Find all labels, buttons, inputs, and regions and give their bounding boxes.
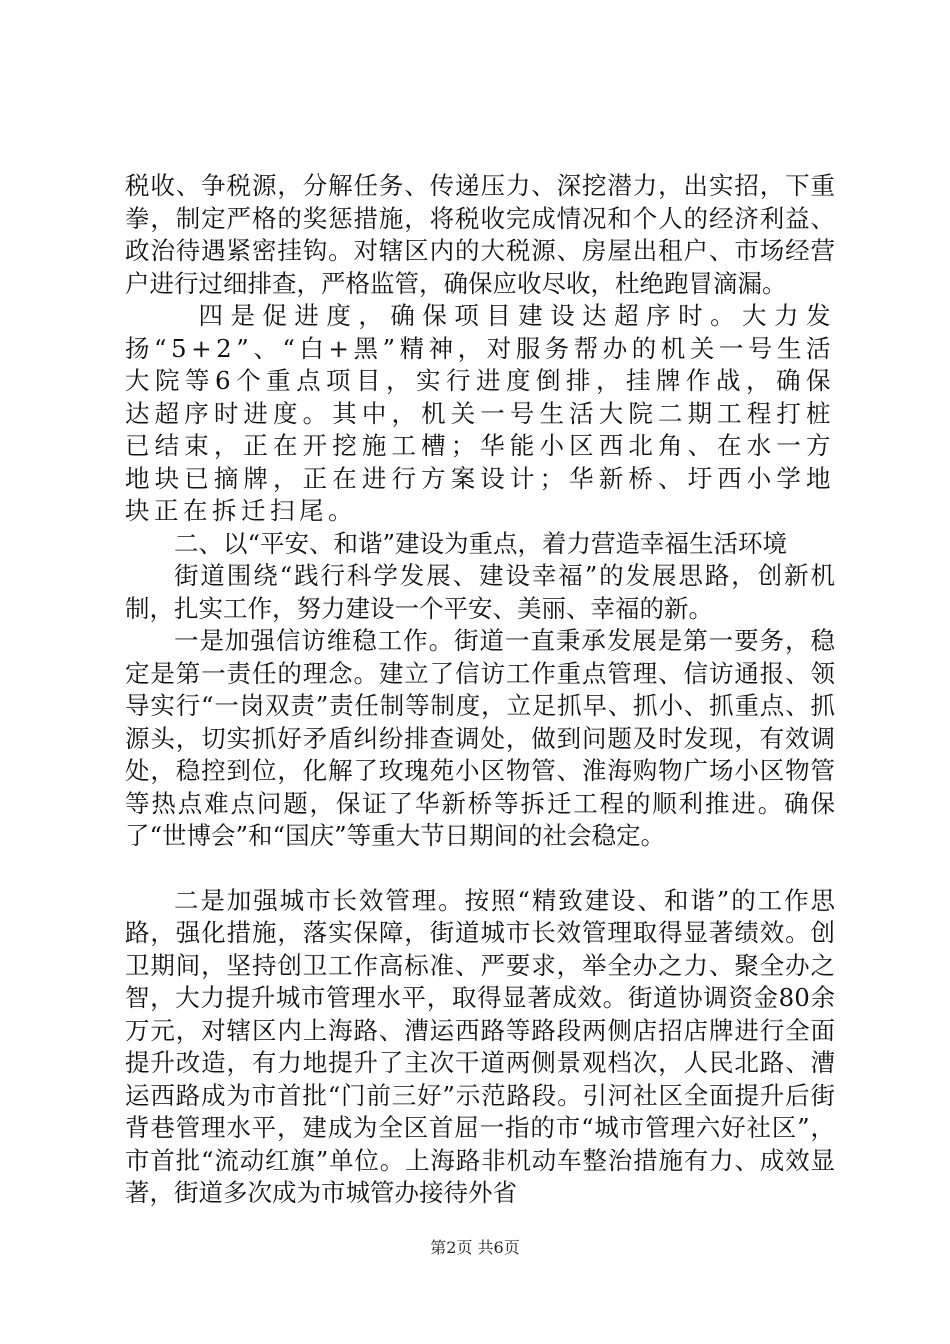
paragraph-project-progress: 四是促进度，确保项目建设达超序时。大力发扬“5+2”、“白+黑”精神，对服务帮办的机关一号生活大院等6个重点项目，实行进度倒排，挂牌作战，确保达超序时进度。其中，机关一号生活大院二期工程打桩已结束，正在开挖施工槽；华能小区西北角、在水一方地块已摘牌，正在进行方案设计；华新桥、圩西小学地块正在拆迁扫尾。 — [125, 301, 835, 525]
paragraph-development-approach: 街道围绕“践行科学发展、建设幸福”的发展思路，创新机制，扎实工作，努力建设一个平安、美丽、幸福的新。 — [125, 561, 835, 623]
document-body — [125, 170, 835, 1210]
paragraph-spacer — [125, 853, 835, 885]
page-number-footer: 第2页 共6页 — [430, 1238, 520, 1257]
section-heading-safety-harmony: 二、以“平安、和谐”建设为重点，着力营造幸福生活环境 — [174, 528, 788, 558]
paragraph-urban-management: 二是加强城市长效管理。按照“精致建设、和谐”的工作思路，强化措施，落实保障，街道城市长效管理取得显著绩效。创卫期间，坚持创卫工作高标准、严要求，举全办之力、聚全办之智，大力提升城市管理水平，取得显著成效。街道协调资金80余万元，对辖区内上海路、漕运西路等路段两侧店招店牌进行全面提升改造，有力地提升了主次干道两侧景观档次，人民北路、漕运西路成为市首批“门前三好”示范路段。引河社区全面提升后街背巷管理水平，建成为全区首屈一指的市“城市管理六好社区”，市首批“流动红旗”单位。上海路非机动车整治措施有力、成效显著，街道多次成为市城管办接待外省 — [125, 885, 835, 1207]
paragraph-petition-stability: 一是加强信访维稳工作。街道一直秉承发展是第一要务，稳定是第一责任的理念。建立了信访工作重点管理、信访通报、领导实行“一岗双责”责任制等制度，立足抓早、抓小、抓重点、抓源头，切实抓好矛盾纠纷排查调处，做到问题及时发现，有效调处，稳控到位，化解了玫瑰苑小区物管、淮海购物广场小区物管等热点难点问题，保证了华新桥等拆迁工程的顺利推进。确保了“世博会”和“国庆”等重大节日期间的社会稳定。 — [125, 626, 835, 850]
paragraph-tax-continuation: 税收、争税源，分解任务、传递压力、深挖潜力，出实招，下重拳，制定严格的奖惩措施，将税收完成情况和个人的经济利益、政治待遇紧密挂钩。对辖区内的大税源、房屋出租户、市场经营户进行过细排查，严格监管，确保应收尽收，杜绝跑冒滴漏。 — [125, 171, 835, 298]
